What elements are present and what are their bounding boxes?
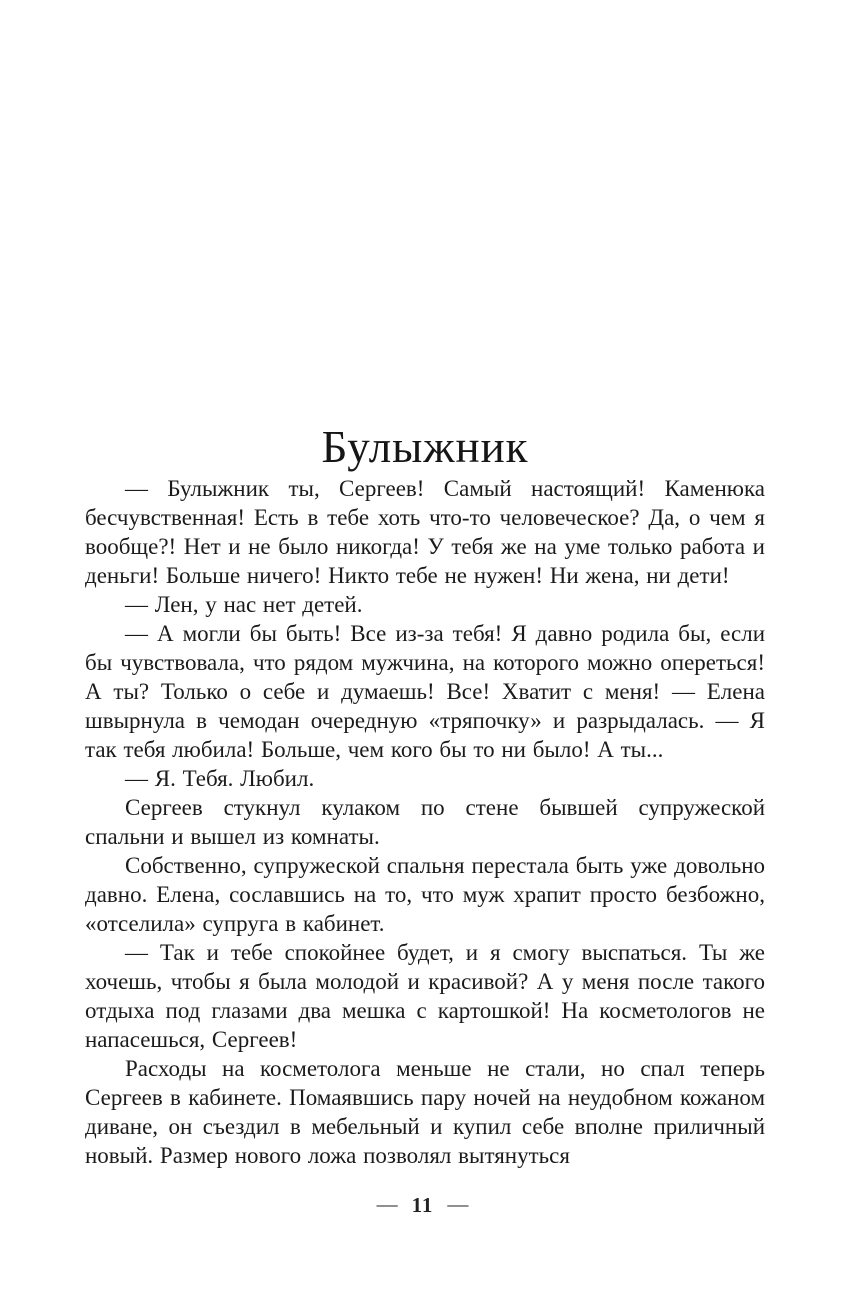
paragraph-dialogue: — Так и тебе спокойнее будет, и я смогу выспаться. Ты же хочешь, чтобы я была молодой и красивой? А у меня после такого отдыха под глазами два мешка с картошкой! На косметологов не напасешься, Сергеев!: [85, 940, 765, 1052]
paragraph-narrative: Расходы на косметолога меньше не стали, но спал теперь Сергеев в кабинете. Помаявшись пару ночей на неудобном кожаном диване, он съездил в мебельный и купил себе вполне приличный новый. Размер нового ложа позволял вытянуться: [85, 1056, 765, 1168]
footer-left-dash: —: [376, 1192, 398, 1216]
body-text: [85, 474, 765, 1170]
paragraph-narrative: Сергеев стукнул кулаком по стене бывшей супружеской спальни и вышел из комнаты.: [85, 795, 765, 849]
paragraph-dialogue: — Я. Тебя. Любил.: [125, 766, 315, 791]
paragraph-dialogue: — А могли бы быть! Все из-за тебя! Я давно родила бы, если бы чувствовала, что рядом мужчина, на которого можно опереться! А ты? Только о себе и думаешь! Все! Хватит с меня! — Елена швырнула в чемодан очередную «тряпочку» и разрыдалась. — Я так тебя любила! Больше, чем кого бы то ни было! А ты...: [85, 621, 765, 762]
page-number: 11: [411, 1193, 434, 1217]
paragraph-narrative: Собственно, супружеской спальня перестала быть уже довольно давно. Елена, сославшись на то, что муж храпит просто безбожно, «отселила» супруга в кабинет.: [85, 853, 765, 936]
chapter-title: Булыжник: [321, 422, 529, 473]
paragraph-dialogue: — Лен, у нас нет детей.: [125, 592, 363, 617]
paragraph-dialogue: — Булыжник ты, Сергеев! Самый настоящий! Каменюка бесчувственная! Есть в тебе хоть что-то человеческое? Да, о чем я вообще?! Нет и не было никогда! У тебя же на уме только работа и деньги! Больше ничего! Никто тебе не нужен! Ни жена, ни дети!: [85, 476, 765, 588]
page-footer: [0, 1193, 845, 1218]
footer-right-dash: —: [447, 1192, 469, 1216]
